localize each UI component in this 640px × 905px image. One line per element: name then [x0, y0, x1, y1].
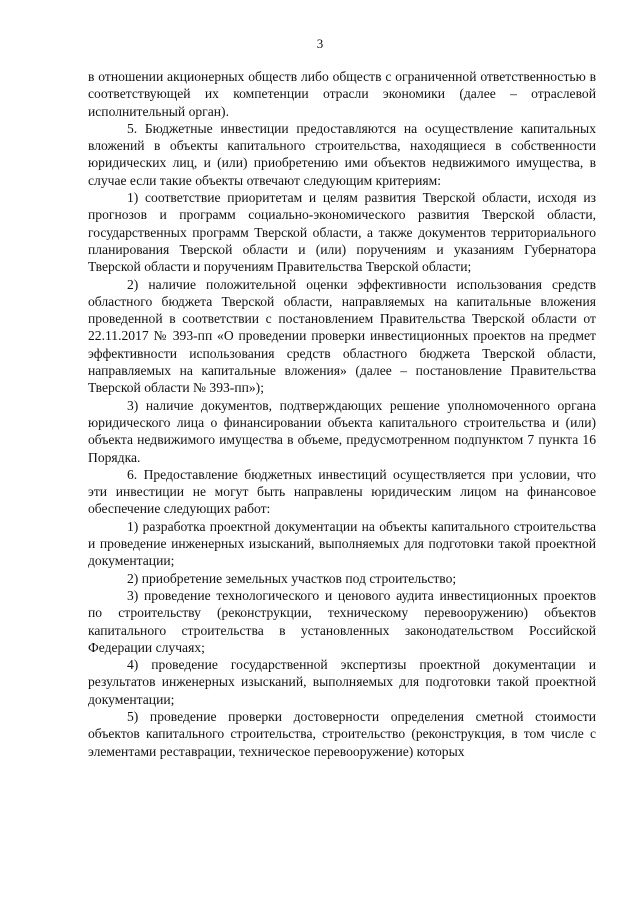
paragraph-clause-6: 6. Предоставление бюджетных инвестиций осуществляется при условии, что эти инвестиции не могут быть направлены юридическим лицом на финансовое обеспечение следующих работ: — [88, 466, 596, 517]
paragraph-clause-5: 5. Бюджетные инвестиции предоставляются на осуществление капитальных вложений в объекты капитального строительства, находящиеся в собственности юридических лиц, и (или) приобретению ими объектов недвижимого имущества, в случае если такие объекты отвечают следующим критериям: — [88, 120, 596, 188]
document-body — [88, 68, 596, 760]
paragraph-work-5: 5) проведение проверки достоверности определения сметной стоимости объектов капитального строительства, строительство (реконструкция, в том числе с элементами реставрации, техническое перевооружение) которых — [88, 708, 596, 759]
page-number: 3 — [316, 36, 324, 51]
paragraph-criterion-1: 1) соответствие приоритетам и целям развития Тверской области, исходя из прогнозов и программ социально-экономического развития Тверской области, государственных программ Тверской области, а также документов территориального планирования Тверской области и (или) поручениям и указаниям Губернатора Тверской области и поручениям Правительства Тверской области; — [88, 190, 596, 275]
paragraph-criterion-2: 2) наличие положительной оценки эффективности использования средств областного бюджета Тверской области, направляемых на капитальные вложения проведенной в соответствии с постановлением Правительства Тверской области от 22.11.2017 № 393-пп «О проведении проверки инвестиционных проектов на предмет эффективности использования средств областного бюджета Тверской области, направляемых на капитальные вложения» (далее – постановление Правительства Тверской области № 393-пп»); — [88, 276, 596, 396]
paragraph-work-3: 3) проведение технологического и ценового аудита инвестиционных проектов по строительству (реконструкции, техническому перевооружению) объектов капитального строительства в установленных законодательством Российской Федерации случаях; — [88, 587, 596, 655]
paragraph-work-2: 2) приобретение земельных участков под строительство; — [127, 570, 457, 586]
paragraph-criterion-3: 3) наличие документов, подтверждающих решение уполномоченного органа юридического лица о финансировании объекта капитального строительства и (или) объекта недвижимого имущества в объеме, предусмотренном подпунктом 7 пункта 16 Порядка. — [88, 397, 596, 465]
paragraph-continuation: в отношении акционерных обществ либо обществ с ограниченной ответственностью в соответствующей их компетенции отрасли экономики (далее – отраслевой исполнительный орган). — [88, 69, 596, 119]
paragraph-work-1: 1) разработка проектной документации на объекты капитального строительства и проведение инженерных изысканий, выполняемых для подготовки такой проектной документации; — [88, 518, 596, 569]
paragraph-work-4: 4) проведение государственной экспертизы проектной документации и результатов инженерных изысканий, выполняемых для подготовки такой проектной документации; — [88, 657, 596, 707]
